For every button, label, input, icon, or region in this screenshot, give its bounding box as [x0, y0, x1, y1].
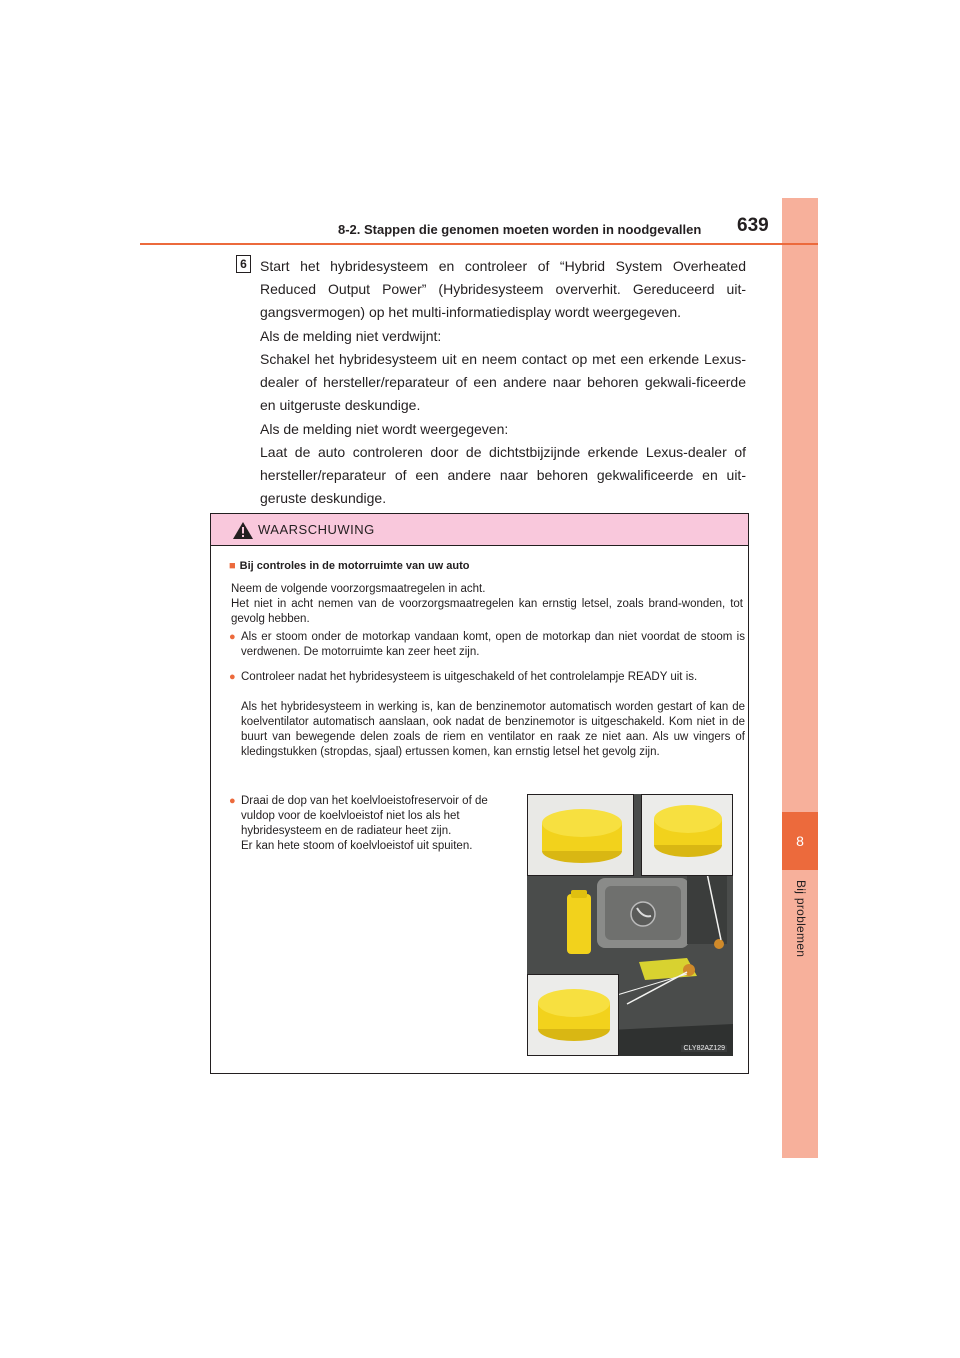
header-rule [140, 243, 818, 245]
step-number-badge: 6 [236, 255, 251, 273]
chapter-number-tab[interactable]: 8 [782, 812, 818, 870]
warning-title: WAARSCHUWING [258, 522, 375, 537]
warning-subheading-text: Bij controles in de motorruimte van uw auto [239, 560, 470, 572]
chapter-side-strip [782, 198, 818, 1158]
warning-subheading [229, 560, 469, 572]
warning-bullet-1 [229, 630, 745, 660]
inset-reservoir-cap-1 [527, 794, 634, 876]
warning-intro-1: Neem de volgende voorzorgsmaatregelen in acht. [231, 583, 486, 595]
warning-bullet-3-note: Er kan hete stoom of koelvloeistof uit spuiten. [241, 840, 473, 852]
warning-bullet-3 [229, 794, 519, 854]
figure-code: CLY82AZ129 [683, 1045, 725, 1052]
step-paragraph-5: Laat de auto controleren door de dichtstbijzijnde erkende Lexus-dealer of hersteller/reparateur of een andere naar behoren gekwalificeerde en uit-geruste deskundige. [260, 444, 746, 506]
warning-header [211, 514, 748, 546]
warning-bullet-2-continued-text: Als het hybridesysteem in werking is, kan de benzinemotor automatisch worden gestart of kan de koelventilator automatisch aanslaan, ook nadat de benzinemotor is uitgeschakeld. Kom niet in de buurt van bewegende delen zoals de riem en ventilator en raak ze niet aan. Als uw vingers of kledingstukken (stropdas, sjaal) ertussen komen, kan ernstig letsel het gevolg zijn. [241, 701, 745, 758]
step-paragraph-4: Als de melding niet wordt weergegeven: [260, 421, 509, 437]
step-paragraph-1: Start het hybridesysteem en controleer of “Hybrid System Overheated Reduced Output Power” (Hybridesysteem oververhit. Gereduceerd uit-gangsvermogen) op het multi-informatiedisplay wordt weergegeven. [260, 258, 746, 320]
reservoir-cap-drawing [528, 795, 634, 876]
warning-bullet-2-continued [229, 700, 745, 760]
step-paragraph-3: Schakel het hybridesysteem uit en neem contact op met een erkende Lexus-dealer of hersteller/reparateur of een andere naar behoren gekwali-ficeerde en uitgeruste deskundige. [260, 351, 746, 413]
coolant-cap-drawing [528, 975, 619, 1056]
round-bullet-icon: ● [229, 671, 236, 683]
warning-bullet-2-text: Controleer nadat het hybridesysteem is uitgeschakeld of het controlelampje READY uit is. [241, 671, 698, 683]
section-title: 8-2. Stappen die genomen moeten worden in noodgevallen [338, 222, 702, 237]
engine-bay-illustration [527, 794, 733, 1056]
page-number: 639 [737, 215, 769, 236]
warning-bullet-1-text: Als er stoom onder de motorkap vandaan komt, open de motorkap dan niet voordat de stoom is verdwenen. De motorruimte kan zeer heet zijn. [241, 631, 745, 658]
inset-reservoir-cap-3 [527, 974, 619, 1056]
step-paragraph-2: Als de melding niet verdwijnt: [260, 328, 442, 344]
warning-intro-2: Het niet in acht nemen van de voorzorgsmaatregelen kan ernstig letsel, zoals brand-wonden, tot gevolg hebben. [231, 598, 743, 625]
round-bullet-icon: ● [229, 795, 236, 807]
chapter-label-text: Bij problemen [794, 880, 808, 958]
warning-triangle-icon [233, 522, 253, 539]
warning-box [210, 513, 749, 1074]
warning-bullet-3-text: Draai de dop van het koelvloeistofreservoir of de vuldop voor de koelvloeistof niet los als het hybridesysteem en de radiateur heet zijn. [241, 795, 488, 837]
square-bullet-icon: ■ [229, 560, 236, 572]
radiator-cap-drawing [642, 795, 733, 876]
round-bullet-icon: ● [229, 631, 236, 643]
chapter-label [792, 880, 808, 990]
warning-bullet-2 [229, 670, 745, 685]
inset-reservoir-cap-2 [641, 794, 733, 876]
